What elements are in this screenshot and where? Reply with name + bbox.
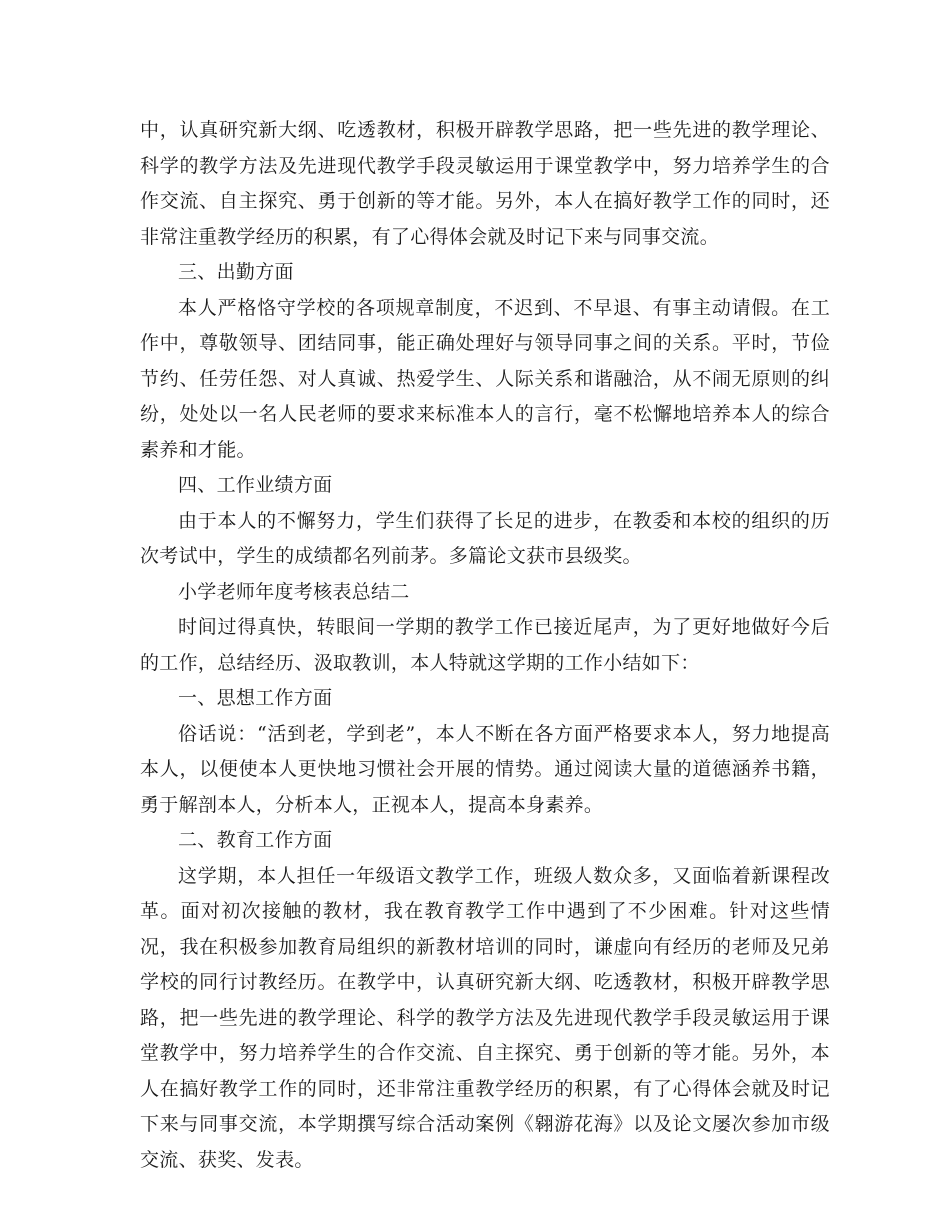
document-body: [140, 113, 830, 1178]
section-heading-attendance: 三、出勤方面: [178, 261, 294, 283]
section-heading-performance: 四、工作业绩方面: [178, 474, 333, 496]
paragraph-continuation: 中，认真研究新大纲、吃透教材，积极开辟教学思路，把一些先进的教学理论、科学的教学方法及先进现代教学手段灵敏运用于课堂教学中，努力培养学生的合作交流、自主探究、勇于创新的等才能。另外，本人在搞好教学工作的同时，还非常注重教学经历的积累，有了心得体会就及时记下来与同事交流。: [140, 119, 830, 248]
document-subtitle: 小学老师年度考核表总结二: [178, 580, 410, 603]
paragraph-performance: 由于本人的不懈努力，学生们获得了长足的进步，在教委和本校的组织的历次考试中，学生的成绩都名列前茅。多篇论文获市县级奖。: [140, 509, 830, 567]
paragraph-education: 这学期，本人担任一年级语文教学工作，班级人数众多，又面临着新课程改革。面对初次接触的教材，我在教育教学工作中遇到了不少困难。针对这些情况，我在积极参加教育局组织的新教材培训的同时，谦虚向有经历的老师及兄弟学校的同行讨教经历。在教学中，认真研究新大纲、吃透教材，积极开辟教学思路，把一些先进的教学理论、科学的教学方法及先进现代教学手段灵敏运用于课堂教学中，努力培养学生的合作交流、自主探究、勇于创新的等才能。另外，本人在搞好教学工作的同时，还非常注重教学经历的积累，有了心得体会就及时记下来与同事交流，本学期撰写综合活动案例《翱游花海》以及论文屡次参加市级交流、获奖、发表。: [140, 864, 830, 1171]
paragraph-intro: 时间过得真快，转眼间一学期的教学工作已接近尾声，为了更好地做好今后的工作，总结经历、汲取教训，本人特就这学期的工作小结如下：: [140, 616, 830, 674]
paragraph-thinking: 俗话说：“活到老，学到老”，本人不断在各方面严格要求本人，努力地提高本人，以便使本人更快地习惯社会开展的情势。通过阅读大量的道德涵养书籍，勇于解剖本人，分析本人，正视本人，提高本身素养。: [140, 722, 830, 816]
section-heading-thinking: 一、思想工作方面: [178, 687, 333, 709]
paragraph-attendance: 本人严格恪守学校的各项规章制度，不迟到、不早退、有事主动请假。在工作中，尊敬领导、团结同事，能正确处理好与领导同事之间的关系。平时，节俭节约、任劳任怨、对人真诚、热爱学生、人际关系和谐融洽，从不闹无原则的纠纷，处处以一名人民老师的要求来标准本人的言行，毫不松懈地培养本人的综合素养和才能。: [140, 296, 830, 461]
section-heading-education: 二、教育工作方面: [178, 829, 333, 851]
